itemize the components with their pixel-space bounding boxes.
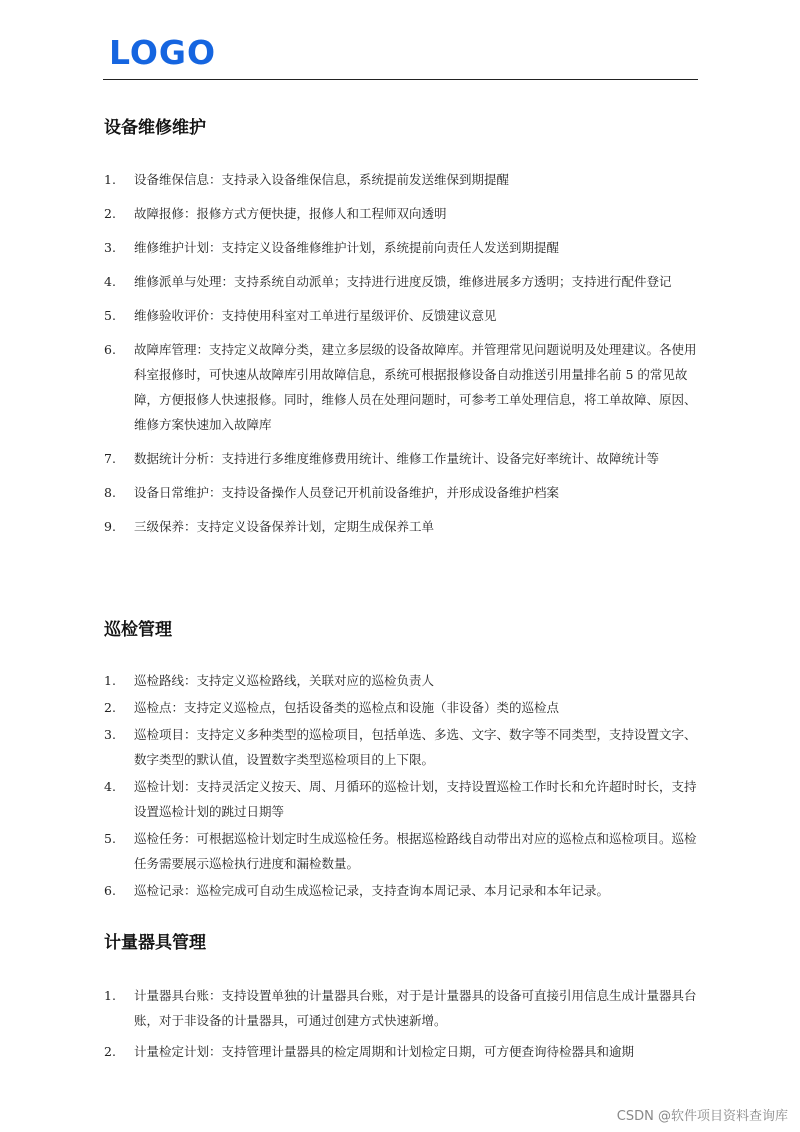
item-number: 2. — [104, 206, 116, 221]
item-number: 1. — [104, 172, 116, 187]
item-text: 计量器具台账：支持设置单独的计量器具台账，对于是计量器具的设备可直接引用信息生成计量器具台账，对于非设备的计量器具，可通过创建方式快速新增。 — [134, 988, 697, 1028]
inspection-list — [104, 668, 699, 905]
item-number: 4. — [104, 274, 116, 289]
item-text: 数据统计分析：支持进行多维度维修费用统计、维修工作量统计、设备完好率统计、故障统计等 — [134, 451, 660, 466]
list-item — [104, 1039, 699, 1064]
item-text: 设备维保信息：支持录入设备维保信息，系统提前发送维保到期提醒 — [134, 172, 510, 187]
item-text: 巡检点：支持定义巡检点，包括设备类的巡检点和设施（非设备）类的巡检点 — [134, 700, 560, 715]
list-item — [104, 722, 699, 772]
list-item — [104, 446, 699, 471]
item-number: 5. — [104, 308, 116, 323]
item-number: 3. — [104, 727, 116, 742]
list-item — [104, 303, 699, 328]
list-item — [104, 774, 699, 824]
list-item — [104, 668, 699, 693]
item-text: 巡检计划：支持灵活定义按天、周、月循环的巡检计划，支持设置巡检工作时长和允许超时时长，支持设置巡检计划的跳过日期等 — [134, 779, 697, 819]
item-text: 三级保养：支持定义设备保养计划，定期生成保养工单 — [134, 519, 435, 534]
item-number: 6. — [104, 342, 116, 357]
list-item — [104, 235, 699, 260]
maintenance-list — [104, 167, 699, 548]
logo: LOGO — [109, 33, 217, 72]
list-item — [104, 878, 699, 903]
item-number: 5. — [104, 831, 116, 846]
item-number: 7. — [104, 451, 116, 466]
metering-list — [104, 983, 699, 1070]
header-divider — [103, 79, 698, 80]
section-title-inspection: 巡检管理 — [104, 620, 172, 640]
item-text: 设备日常维护：支持设备操作人员登记开机前设备维护，并形成设备维护档案 — [134, 485, 560, 500]
list-item — [104, 514, 699, 539]
item-text: 维修派单与处理：支持系统自动派单；支持进行进度反馈，维修进展多方透明；支持进行配件登记 — [134, 274, 672, 289]
item-number: 2. — [104, 700, 116, 715]
item-text: 巡检记录：巡检完成可自动生成巡检记录，支持查询本周记录、本月记录和本年记录。 — [134, 883, 610, 898]
item-text: 计量检定计划：支持管理计量器具的检定周期和计划检定日期，可方便查询待检器具和逾期 — [134, 1044, 635, 1059]
list-item — [104, 695, 699, 720]
item-text: 维修维护计划：支持定义设备维修维护计划，系统提前向责任人发送到期提醒 — [134, 240, 560, 255]
item-number: 1. — [104, 988, 116, 1003]
item-text: 巡检项目：支持定义多种类型的巡检项目，包括单选、多选、文字、数字等不同类型，支持设置文字、数字类型的默认值，设置数字类型巡检项目的上下限。 — [134, 727, 697, 767]
list-item — [104, 480, 699, 505]
list-item — [104, 201, 699, 226]
item-number: 9. — [104, 519, 116, 534]
item-text: 维修验收评价：支持使用科室对工单进行星级评价、反馈建议意见 — [134, 308, 497, 323]
section-title-metering: 计量器具管理 — [104, 933, 206, 953]
item-number: 6. — [104, 883, 116, 898]
list-item — [104, 337, 699, 437]
list-item — [104, 826, 699, 876]
item-text: 故障报修：报修方式方便快捷，报修人和工程师双向透明 — [134, 206, 447, 221]
list-item — [104, 983, 699, 1033]
item-number: 2. — [104, 1044, 116, 1059]
list-item — [104, 167, 699, 192]
watermark: CSDN @软件项目资料查询库 — [616, 1109, 788, 1124]
section-title-maintenance: 设备维修维护 — [104, 118, 206, 138]
item-text: 巡检任务：可根据巡检计划定时生成巡检任务。根据巡检路线自动带出对应的巡检点和巡检项目。巡检任务需要展示巡检执行进度和漏检数量。 — [134, 831, 697, 871]
list-item — [104, 269, 699, 294]
item-number: 1. — [104, 673, 116, 688]
item-number: 8. — [104, 485, 116, 500]
item-text: 故障库管理：支持定义故障分类，建立多层级的设备故障库。并管理常见问题说明及处理建议。各使用科室报修时，可快速从故障库引用故障信息，系统可根据报修设备自动推送引用量排名前 5 的常见故障，方便报修人快速报修。同时，维修人员在处理问题时，可参考工单处理信息，将工单故障、原因、维修方案快速加入故障库 — [134, 342, 697, 432]
item-text: 巡检路线：支持定义巡检路线，关联对应的巡检负责人 — [134, 673, 435, 688]
item-number: 3. — [104, 240, 116, 255]
item-number: 4. — [104, 779, 116, 794]
